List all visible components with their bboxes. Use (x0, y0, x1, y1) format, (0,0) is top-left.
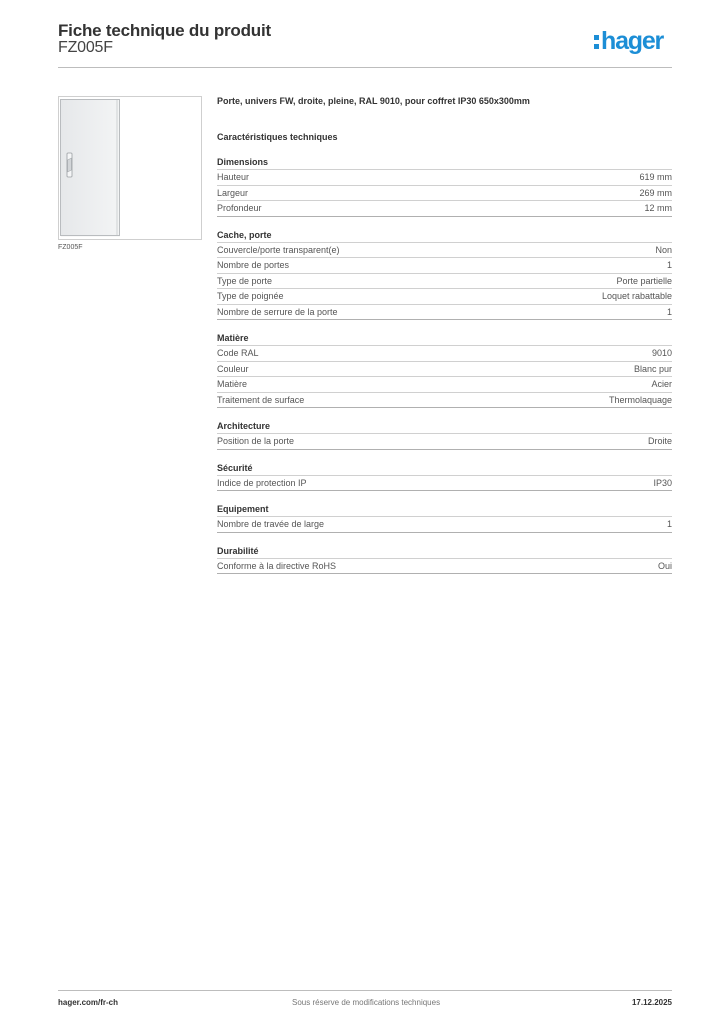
spec-value: Oui (657, 560, 672, 571)
footer-notice: Sous réserve de modifications techniques (292, 998, 441, 1007)
header-divider (58, 67, 672, 68)
spec-label: Largeur (217, 187, 249, 198)
spec-row (217, 392, 672, 409)
spec-group (217, 545, 672, 575)
spec-value: Loquet rabattable (601, 291, 672, 301)
spec-group-title: Cache, porte (217, 229, 272, 240)
spec-value: 619 mm (639, 172, 672, 182)
spec-row (217, 558, 672, 575)
spec-value: 1 (666, 306, 672, 317)
spec-group-title: Matière (217, 333, 249, 343)
spec-row (217, 433, 672, 450)
footer-date: 17.12.2025 (631, 998, 672, 1007)
spec-group (217, 420, 672, 450)
spec-label: Position de la porte (217, 436, 295, 446)
spec-group-title: Equipement (217, 504, 269, 514)
spec-row (217, 376, 672, 392)
hager-logo[interactable] (594, 26, 663, 56)
product-description: Porte, univers FW, droite, pleine, RAL 9010, pour coffret IP30 650x300mm (217, 96, 530, 106)
specs-content (217, 94, 672, 574)
spec-value: Thermolaquage (608, 394, 672, 405)
spec-row (217, 200, 672, 217)
footer-website-link[interactable]: hager.com/fr-ch (58, 998, 119, 1007)
logo-text: hager (601, 26, 664, 55)
spec-value: 1 (666, 260, 672, 270)
spec-row (217, 242, 672, 258)
spec-group (217, 332, 672, 408)
spec-row (217, 257, 672, 273)
spec-row (217, 516, 672, 533)
spec-group-title: Architecture (217, 421, 271, 431)
spec-row (217, 361, 672, 377)
spec-label: Nombre de serrure de la porte (217, 306, 338, 317)
spec-label: Matière (217, 379, 248, 389)
spec-group-title: Dimensions (217, 157, 269, 167)
spec-group-title: Durabilité (217, 545, 259, 556)
spec-row (217, 288, 672, 304)
spec-groups (217, 156, 672, 574)
spec-row (217, 185, 672, 201)
spec-label: Traitement de surface (217, 394, 305, 405)
footer-divider (58, 990, 672, 991)
spec-value: Non (655, 244, 672, 255)
image-caption: FZ005F (58, 244, 83, 251)
spec-row (217, 475, 672, 492)
spec-value: 269 mm (639, 187, 672, 198)
spec-label: Type de porte (217, 275, 273, 286)
spec-group (217, 229, 672, 321)
spec-label: Conforme à la directive RoHS (217, 560, 337, 571)
product-reference: FZ005F (58, 39, 113, 56)
spec-group (217, 462, 672, 492)
spec-label: Code RAL (217, 348, 259, 358)
spec-label: Type de poignée (217, 291, 284, 301)
spec-value: Blanc pur (633, 363, 672, 374)
spec-group (217, 503, 672, 533)
spec-label: Nombre de travée de large (217, 519, 325, 529)
spec-label: Nombre de portes (217, 260, 290, 270)
spec-label: Indice de protection IP (217, 477, 307, 488)
spec-value: 1 (666, 519, 672, 529)
page-title: Fiche technique du produit (58, 21, 271, 40)
logo-dots-icon (594, 35, 599, 49)
spec-label: Hauteur (217, 172, 250, 182)
spec-label: Couvercle/porte transparent(e) (217, 244, 340, 255)
spec-group-title: Sécurité (217, 462, 253, 473)
spec-value: 12 mm (644, 203, 672, 213)
spec-row (217, 273, 672, 289)
spec-group (217, 156, 672, 217)
section-title: Caractéristiques techniques (217, 132, 338, 142)
spec-row (217, 169, 672, 185)
spec-value: Acier (651, 379, 672, 389)
spec-label: Profondeur (217, 203, 262, 213)
spec-value: IP30 (653, 477, 672, 488)
door-panel-icon (59, 97, 201, 239)
spec-label: Couleur (217, 363, 249, 374)
spec-value: Porte partielle (616, 275, 672, 286)
product-image (58, 96, 202, 240)
spec-row (217, 304, 672, 321)
spec-value: Droite (647, 436, 672, 446)
spec-value: 9010 (651, 348, 672, 358)
spec-row (217, 345, 672, 361)
